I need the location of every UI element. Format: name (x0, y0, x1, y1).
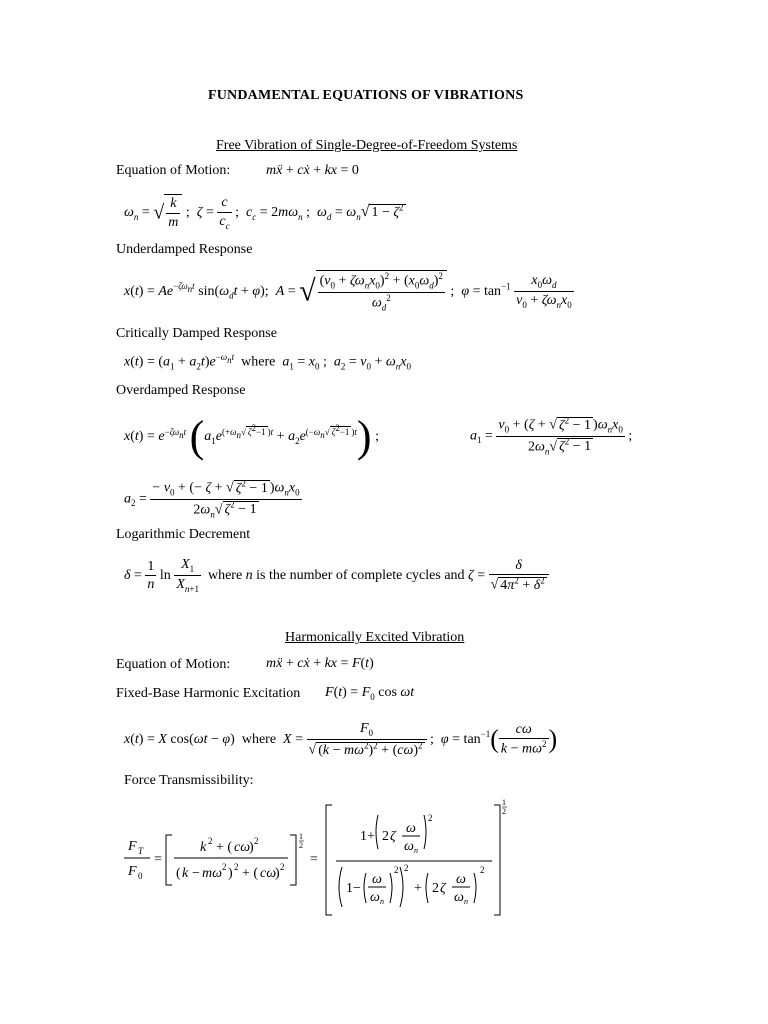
overdamped-a1: $a_1$ = $\frac{v_0 + (\zeta + √ \zeta^2 - 1 )\omega_nx_0}{2\omega_n√ \zeta^2 - 1}$ ; (470, 415, 633, 457)
eom-equation: mẍ + cẋ + kx = 0 (266, 163, 359, 178)
svg-text:−: − (192, 866, 200, 881)
svg-text:2: 2 (382, 829, 389, 844)
overdamped-label: Overdamped Response (116, 383, 246, 398)
svg-text:2: 2 (208, 836, 213, 846)
svg-text:): ) (249, 840, 254, 855)
svg-text:=: = (310, 852, 318, 867)
eom2-equation: mẍ + cẋ + kx = F(t) (266, 656, 374, 671)
eom-label: Equation of Motion: (116, 163, 231, 178)
svg-text:k: k (182, 866, 189, 881)
svg-text:2: 2 (502, 807, 506, 816)
svg-text:=: = (154, 852, 162, 867)
svg-text:2: 2 (394, 865, 399, 875)
svg-text:): ) (275, 866, 280, 881)
svg-text:0: 0 (138, 871, 143, 881)
log-decrement-label: Logarithmic Decrement (116, 527, 251, 542)
svg-text:2: 2 (428, 813, 433, 823)
svg-text:n: n (380, 897, 384, 906)
svg-text:mω: mω (202, 866, 222, 881)
svg-text:ω: ω (370, 890, 380, 905)
critically-damped-label: Critically Damped Response (116, 326, 277, 341)
overdamped-equation: $x(t) = e^{-\zeta\omega_nt}$ $(a_1e^{(+\omega_n√ \zeta^2-1 )t} + a_2e^{(-\omega_n√ \zeta^2-1 )t})$ ; (124, 412, 379, 461)
svg-text:k: k (200, 840, 207, 855)
natural-frequency-equations: $\omega_n$ = √ $\frac{k}{m}$ ; ζ = $\frac{c}{c_c}$ ; $c_c = 2m\omega_n$ ; $\omega_d = \omega_n√$ $1 - \zeta^2$ (124, 195, 404, 231)
svg-text:2: 2 (222, 862, 227, 872)
svg-text:ω: ω (456, 872, 466, 887)
log-decrement-where-text: is the number of complete cycles and (256, 567, 465, 583)
svg-text:2: 2 (280, 862, 285, 872)
fixed-base-label: Fixed-Base Harmonic Excitation (116, 686, 301, 701)
transmissibility-equation (110, 795, 530, 925)
svg-text:T: T (138, 846, 144, 856)
transmissibility-label: Force Transmissibility: (124, 773, 254, 788)
svg-text:(: ( (176, 866, 181, 881)
svg-text:1: 1 (299, 832, 303, 841)
svg-text:2: 2 (480, 865, 485, 875)
page-title: FUNDAMENTAL EQUATIONS OF VIBRATIONS (208, 88, 524, 103)
underdamped-label: Underdamped Response (116, 242, 253, 257)
svg-text:+ (: + ( (216, 840, 233, 855)
harmonic-where: where (241, 731, 277, 747)
svg-text:ζ: ζ (390, 829, 396, 844)
svg-text:ω: ω (406, 821, 416, 836)
fixed-base-equation: $F(t) = F_0$ cos ωt (325, 685, 415, 702)
svg-text:F: F (128, 864, 137, 879)
svg-text:2: 2 (432, 881, 439, 896)
svg-text:2: 2 (299, 841, 303, 850)
svg-text:ω: ω (454, 890, 464, 905)
svg-text:+: + (414, 881, 422, 896)
underdamped-equation: $x(t) = Ae^{-\zeta\omega_nt}$ $\sin(\omega_dt + \varphi)$; A = √ $\frac{(v_0 + \zeta\omega_nx_0)^2 + (x_0\omega_d)^2}{\omega_d^2}$ ; $\varphi = \tan^{-1}$ $\frac{x_0\omega_d}{v_0 + \zeta\omega_nx_0}$ (124, 271, 572, 313)
log-decrement-equation: δ = $\frac{1}{n}$ ln $\frac{X_1}{X_{n+1}}$ where n is the number of complete cycles and ζ = $\frac{\delta}{√ 4\pi^2 + \delta^2}$ (124, 556, 549, 595)
svg-text:cω: cω (234, 840, 251, 855)
svg-text:n: n (464, 897, 468, 906)
svg-text:2: 2 (404, 863, 409, 873)
svg-text:2: 2 (254, 836, 259, 846)
svg-text:ζ: ζ (440, 881, 446, 896)
svg-text:2: 2 (234, 862, 239, 872)
svg-text:+ (: + ( (242, 866, 259, 881)
svg-text:n: n (414, 846, 418, 855)
harmonic-response-equation: x(t) = X cos(ωt − φ) where X = $\frac{F_0}{√ (k - m\omega^2)^2 + (c\omega)^2}$ ; $\varphi = \tan^{-1}$( $\frac{c\omega}{k - m\omega^2}$ ) (124, 721, 558, 758)
svg-text:ω: ω (404, 839, 414, 854)
section-heading-free-vibration: Free Vibration of Single-Degree-of-Freedom Systems (216, 138, 518, 153)
eom2-label: Equation of Motion: (116, 657, 231, 672)
log-decrement-where: where (207, 567, 243, 583)
svg-text:ω: ω (372, 872, 382, 887)
svg-text:1−: 1− (346, 881, 361, 896)
critically-damped-equation: $x(t) = (a_1 + a_2t)e^{-\omega_nt}$ where $a_1 = x_0$ ; $a_2 = v_0 + \omega_nx_0$ (124, 352, 412, 372)
svg-text:): ) (228, 866, 233, 881)
svg-text:cω: cω (260, 866, 277, 881)
critically-damped-where: where (241, 354, 276, 370)
overdamped-a2: $a_2$ = $\frac{- v_0 + (- \zeta + √ \zeta^2 - 1 )\omega_nx_0}{2\omega_n√ \zeta^2 - 1}$ (124, 478, 300, 520)
section-heading-harmonic: Harmonically Excited Vibration (285, 630, 465, 645)
svg-text:F: F (128, 839, 137, 854)
svg-text:1+: 1+ (360, 829, 375, 844)
svg-text:1: 1 (502, 798, 506, 807)
